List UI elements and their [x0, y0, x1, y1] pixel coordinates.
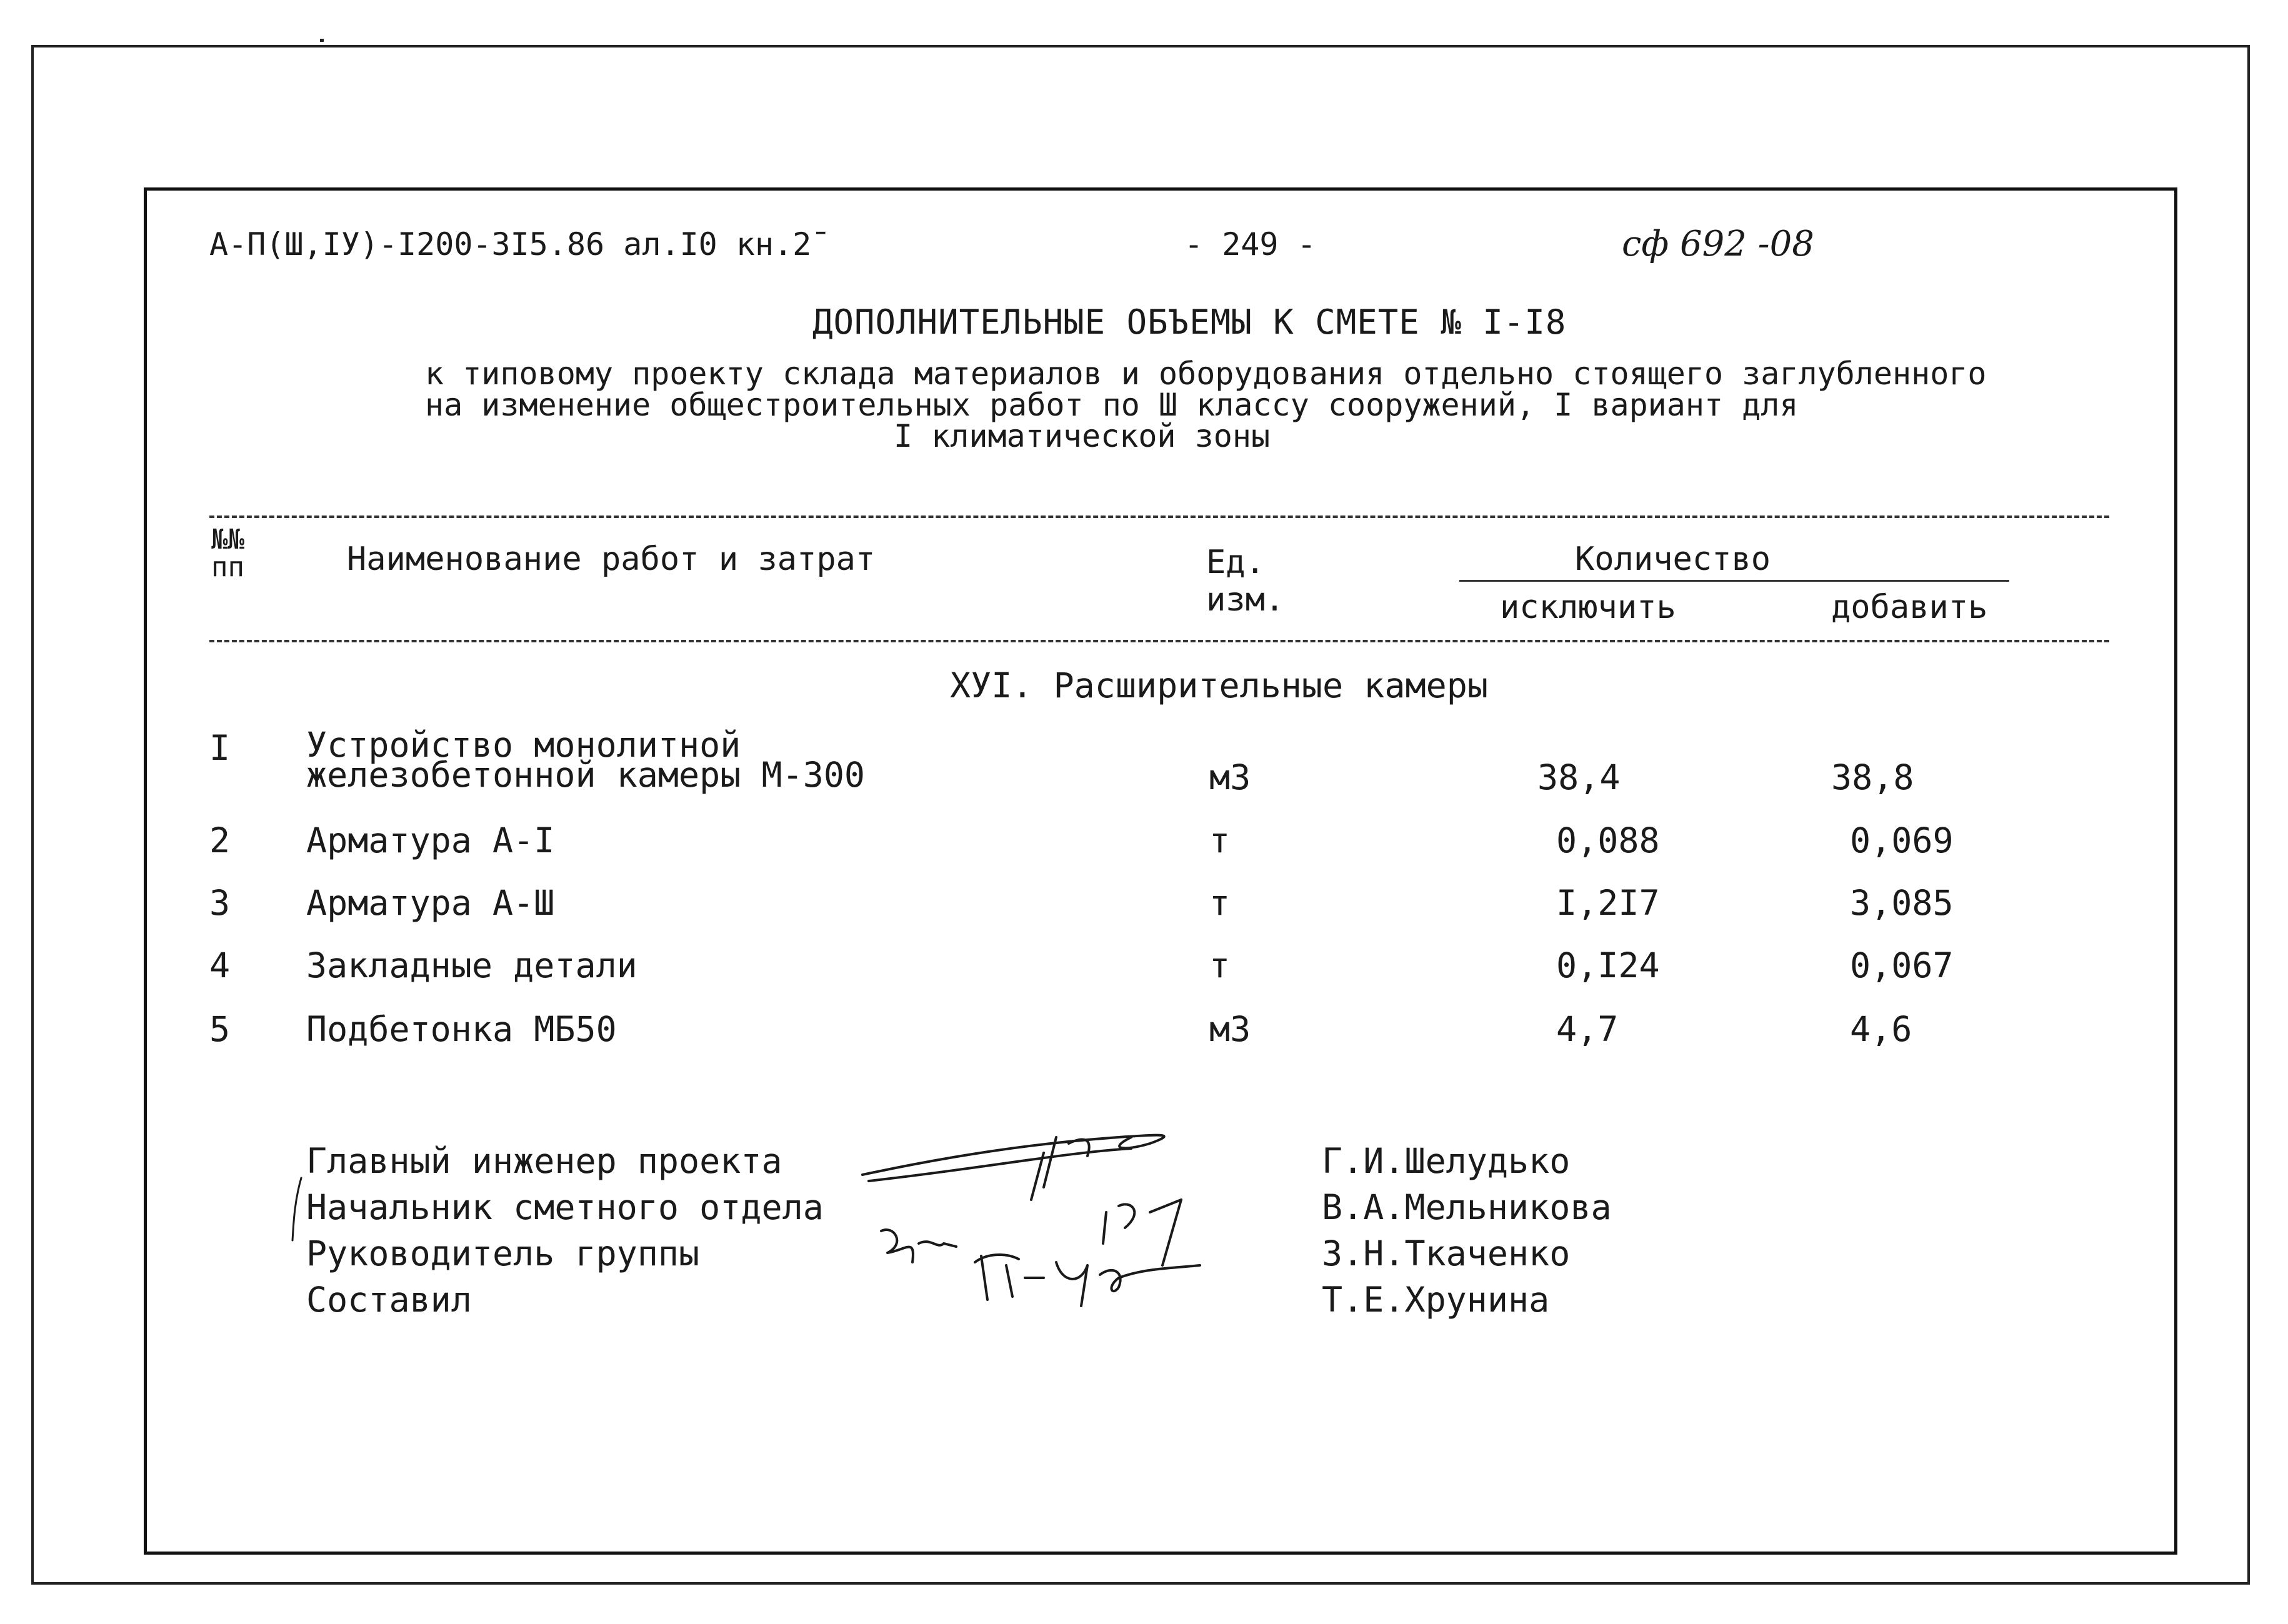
handwritten-signatures-icon	[856, 1118, 1294, 1318]
col-header-unit-line1: Ед.	[1206, 544, 1265, 581]
row-5-exclude: 4,7	[1556, 1009, 1619, 1049]
col-header-quantity: Количество	[1575, 541, 1771, 578]
table-header-bottom-rule	[209, 640, 2109, 642]
row-3-num: 3	[209, 883, 231, 923]
subtitle-line-2: на изменение общестроительных работ по Ш классу сооружений, I вариант для	[425, 387, 1799, 423]
row-3-add: 3,085	[1850, 883, 1954, 923]
sig-person-3: З.Н.Ткаченко	[1322, 1233, 1571, 1273]
col-header-exclude: исключить	[1500, 589, 1676, 626]
sig-role-4: Составил	[306, 1280, 472, 1320]
section-heading: ХУI. Расширительные камеры	[950, 665, 1488, 705]
subtitle-line-1: к типовому проекту склада материалов и оборудования отдельно стоящего заглубленного	[425, 356, 1987, 392]
sig-role-1: Главный инженер проекта	[306, 1141, 782, 1181]
row-2-name: Арматура А-I	[306, 820, 555, 860]
sig-role-3: Руководитель группы	[306, 1233, 700, 1273]
row-4-exclude: 0,I24	[1556, 945, 1660, 985]
row-1-exclude: 38,4	[1537, 757, 1621, 797]
quantity-underline	[1459, 580, 2009, 582]
table-top-rule	[209, 516, 2109, 518]
row-1-num: I	[209, 728, 231, 768]
page-title: ДОПОЛНИТЕЛЬНЫЕ ОБЪЕМЫ К СМЕТЕ № I-I8	[812, 302, 1567, 342]
margin-mark-icon	[289, 1175, 307, 1243]
row-4-num: 4	[209, 945, 231, 985]
row-2-add: 0,069	[1850, 820, 1954, 860]
row-2-unit: т	[1209, 820, 1231, 860]
row-1-name	[306, 725, 866, 795]
row-5-unit: м3	[1209, 1009, 1251, 1049]
sig-role-2: Начальник сметного отдела	[306, 1187, 824, 1227]
row-1-unit: м3	[1209, 757, 1251, 797]
row-2-exclude: 0,088	[1556, 820, 1660, 860]
row-1-name-line2: железобетонной камеры М-300	[306, 755, 866, 795]
sig-person-2: В.А.Мельникова	[1322, 1187, 1612, 1227]
row-4-add: 0,067	[1850, 945, 1954, 985]
col-header-num	[211, 526, 244, 581]
row-3-exclude: I,2I7	[1556, 883, 1660, 923]
row-2-num: 2	[209, 820, 231, 860]
row-4-unit: т	[1209, 945, 1231, 985]
row-4-name: Закладные детали	[306, 945, 637, 985]
archive-code: сф 692 -08	[1622, 224, 1814, 264]
page-number: - 249 -	[1184, 226, 1316, 262]
scan-speck	[320, 39, 324, 42]
row-5-num: 5	[209, 1009, 231, 1049]
col-header-unit-line2: изм.	[1206, 581, 1285, 619]
subtitle-line-3: I климатической зоны	[894, 418, 1271, 454]
row-5-add: 4,6	[1850, 1009, 1912, 1049]
row-1-name-line1: Устройство монолитной	[306, 725, 741, 765]
sig-person-4: Т.Е.Хрунина	[1322, 1280, 1550, 1320]
row-3-name: Арматура А-Ш	[306, 883, 555, 923]
col-header-unit	[1206, 544, 1284, 619]
row-1-add: 38,8	[1831, 757, 1914, 797]
col-header-name: Наименование работ и затрат	[347, 541, 876, 578]
sig-person-1: Г.И.Шелудько	[1322, 1141, 1571, 1181]
row-3-unit: т	[1209, 883, 1231, 923]
doc-code: А-П(Ш,IУ)-I200-3I5.86 ал.I0 кн.2̄	[209, 226, 812, 262]
col-header-add: добавить	[1831, 589, 1988, 626]
col-header-num-line2: пп	[211, 551, 244, 583]
col-header-num-line1: №№	[211, 524, 244, 555]
row-5-name: Подбетонка МБ50	[306, 1009, 617, 1049]
